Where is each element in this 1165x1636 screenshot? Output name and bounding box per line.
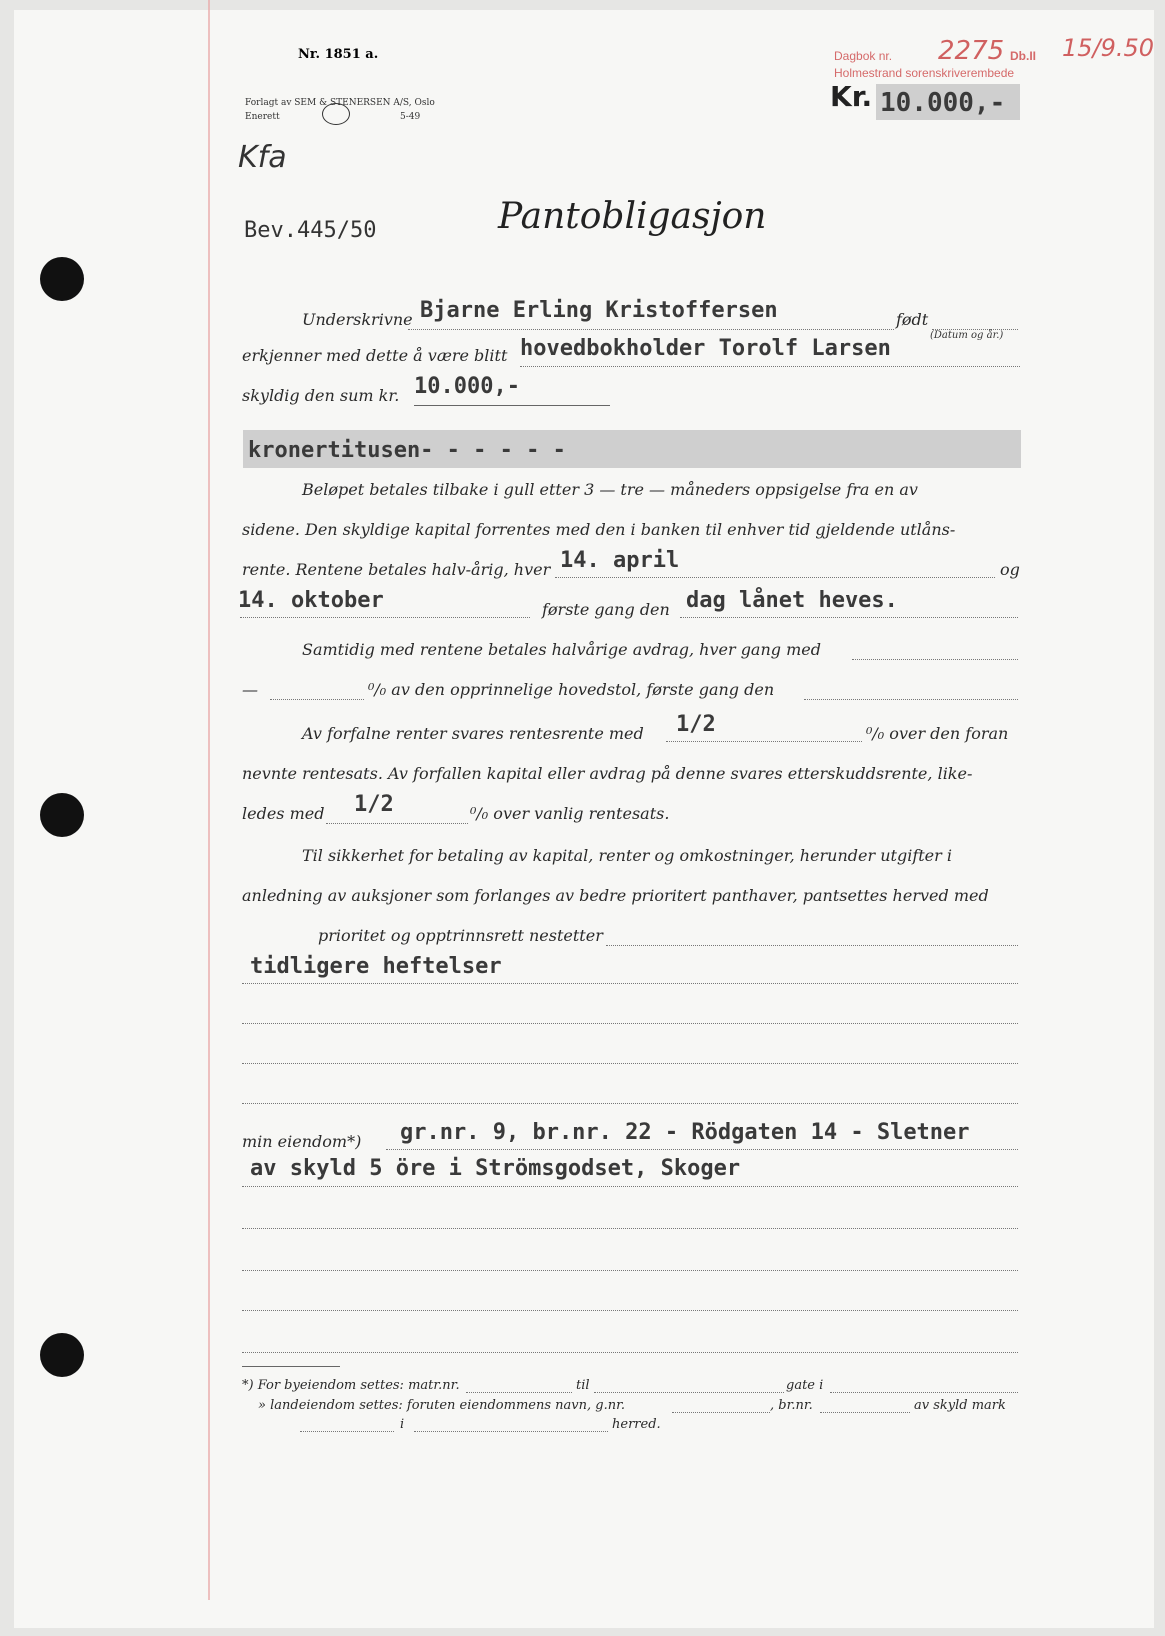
amount-value: 10.000,- (880, 88, 1006, 118)
auction-text: anledning av auksjoner som forlanges av bedre prioritert panthaver, pantsettes herved med (242, 886, 989, 905)
late-interest-text: nevnte rentesats. Av forfallen kapital eller avdrag på denne svares etterskuddsrente, like- (242, 764, 973, 783)
property-label: min eiendom*) (242, 1132, 362, 1151)
reference-number: Bev.445/50 (244, 218, 377, 243)
compound-interest-text: Av forfalne renter svares rentesrente med (302, 724, 644, 743)
property-line-1-rule (386, 1149, 1018, 1150)
debtor-line (408, 329, 894, 330)
red-margin-line (208, 0, 210, 1600)
diary-stamp-label: Dagbok nr. (834, 49, 893, 63)
blank-line (242, 1228, 1018, 1229)
creditor-name: hovedbokholder Torolf Larsen (520, 336, 891, 361)
footnote-line-3b: herred. (612, 1417, 661, 1432)
publisher-rights: Enerett (245, 112, 280, 122)
footnote-line (830, 1392, 1018, 1393)
late-rate: 1/2 (354, 792, 394, 817)
sum-value: 10.000,- (414, 374, 520, 399)
diary-number: 2275 (938, 36, 1005, 66)
first-time-value: dag lånet heves. (686, 588, 898, 613)
footnote-line (300, 1431, 394, 1432)
interest-schedule-text: rente. Rentene betales halv-årig, hver (242, 560, 551, 579)
footnote-line-1c: gate i (786, 1378, 824, 1393)
priority-line (606, 945, 1018, 946)
priority-label: prioritet og opptrinnsrett nestetter (318, 926, 603, 945)
compound-rate: 1/2 (676, 712, 716, 737)
footnote-line-1b: til (576, 1378, 590, 1393)
publisher-logo (322, 103, 350, 125)
interest-text: sidene. Den skyldige kapital forrentes med den i banken til enhver tid gjeldende utlåns- (242, 520, 956, 539)
footnote-line (594, 1392, 784, 1393)
late-rate-label: ledes med (242, 804, 325, 823)
footnote-line (414, 1431, 608, 1432)
diary-suffix: Db.II (1010, 49, 1036, 63)
instalment-date-line (804, 699, 1018, 700)
document-title: Pantobligasjon (498, 196, 767, 237)
undersigned-label: Underskrivne (302, 310, 413, 329)
footnote-line-3a: i (400, 1417, 405, 1432)
court-office-stamp: Holmestrand sorenskriverembede (834, 66, 1015, 80)
debtor-name: Bjarne Erling Kristoffersen (420, 298, 778, 323)
form-number: Nr. 1851 a. (298, 47, 379, 62)
owes-label: skyldig den sum kr. (242, 386, 400, 405)
punch-hole (40, 257, 84, 301)
born-label: født (896, 310, 929, 329)
compound-interest-suffix: ⁰/₀ over den foran (866, 724, 1009, 743)
blank-line (242, 1103, 1018, 1104)
footnote-divider (242, 1366, 340, 1367)
punch-hole (40, 793, 84, 837)
property-line-2-rule (242, 1186, 1018, 1187)
footnote-line-2b: , br.nr. (770, 1398, 813, 1413)
instalment-line (852, 659, 1018, 660)
publisher-date: 5-49 (400, 112, 421, 122)
instalment-dash: — (242, 680, 258, 699)
blank-line (242, 1063, 1018, 1064)
blank-line (242, 1270, 1018, 1271)
security-text: Til sikkerhet for betaling av kapital, renter og omkostninger, herunder utgifter i (302, 846, 952, 865)
property-line-1: gr.nr. 9, br.nr. 22 - Rödgaten 14 - Sletner (400, 1120, 970, 1145)
sum-line (414, 405, 610, 406)
footnote-line (672, 1412, 770, 1413)
property-line-2: av skyld 5 öre i Strömsgodset, Skoger (250, 1156, 741, 1181)
footnote-line (466, 1392, 572, 1393)
footnote-line-2c: av skyld mark (914, 1398, 1006, 1413)
blank-line (242, 1352, 1018, 1353)
repayment-text: Beløpet betales tilbake i gull etter 3 — tre — måneders oppsigelse fra en av (302, 480, 918, 499)
creditor-line (520, 366, 1020, 367)
amount-label: Kr. (830, 80, 873, 113)
first-time-label: første gang den (542, 600, 670, 619)
blank-line (242, 983, 1018, 984)
interest-date-2: 14. oktober (238, 588, 384, 613)
priority-value: tidligere heftelser (250, 954, 502, 979)
instalment-percent-text: ⁰/₀ av den opprinnelige hovedstol, første gang den (368, 680, 775, 699)
born-hint: (Datum og år.) (930, 330, 1004, 341)
compound-rate-line (666, 741, 862, 742)
interest-date-1-line (555, 577, 995, 578)
first-time-line (680, 617, 1018, 618)
publisher-line: Forlagt av SEM & STENERSEN A/S, Oslo (245, 98, 435, 108)
interest-date-2-line (240, 617, 530, 618)
instalment-percent-line (270, 699, 364, 700)
acknowledge-label: erkjenner med dette å være blitt (242, 346, 508, 365)
late-rate-suffix: ⁰/₀ over vanlig rentesats. (470, 804, 670, 823)
and-label: og (1000, 560, 1020, 579)
punch-hole (40, 1333, 84, 1377)
handwritten-initials: Kfa (238, 140, 287, 175)
sum-in-words: kronertitusen- - - - - - (248, 438, 566, 463)
instalment-text: Samtidig med rentene betales halvårige avdrag, hver gang med (302, 640, 821, 659)
diary-date: 15/9.50 (1062, 34, 1155, 62)
blank-line (242, 1310, 1018, 1311)
footnote-line (820, 1412, 910, 1413)
interest-date-1: 14. april (560, 548, 680, 573)
footnote-line-2a: » landeiendom settes: foruten eiendommens navn, g.nr. (258, 1398, 625, 1413)
late-rate-line (326, 823, 468, 824)
footnote-line-1a: *) For byeiendom settes: matr.nr. (242, 1378, 460, 1393)
blank-line (242, 1023, 1018, 1024)
